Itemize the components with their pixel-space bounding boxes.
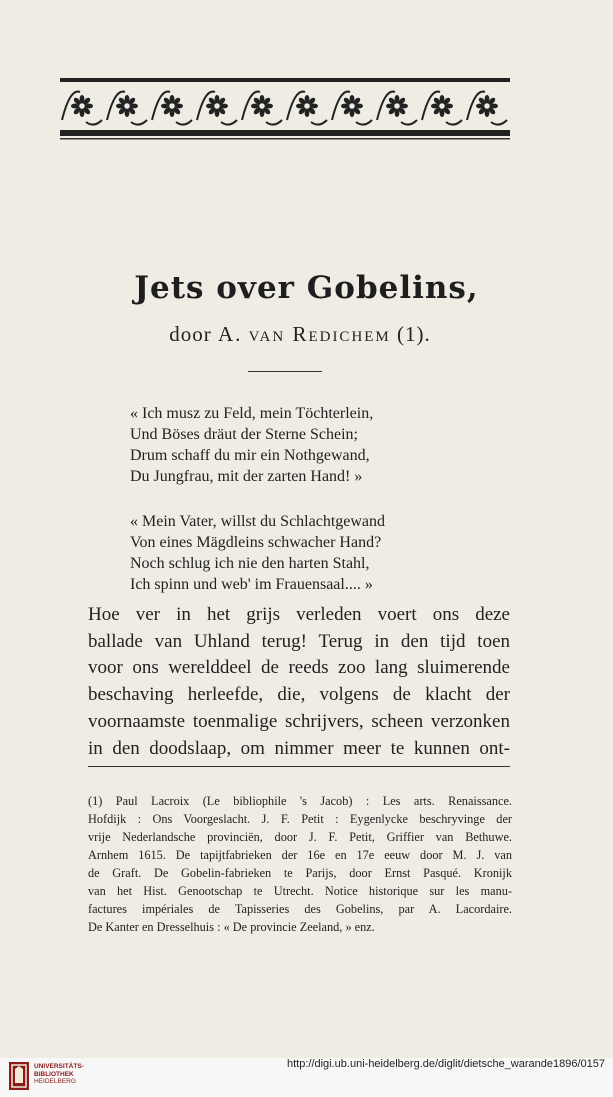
byline-prefix: door [169,322,212,346]
poem-line: « Ich musz zu Feld, mein Töchterlein, [130,405,374,422]
poem-line: Von eines Mägdleins schwacher Hand? [130,534,382,551]
rosette [152,92,192,125]
prose-line: in den doodslaap, om nimmer meer te kunnen ont- [88,737,510,759]
footnote-ref: (1). [397,322,431,346]
poem-line: Noch schlug ich nie den harten Stahl, [130,555,370,572]
footnote-line: van het Hist. Genootschap te Utrecht. Notice historique sur les manu- [88,884,512,898]
prose-line: beschaving herleefde, die, volgens de klacht der [88,684,510,706]
page-url-link[interactable]: http://digi.ub.uni-heidelberg.de/diglit/dietsche_warande1896/0157 [286,1058,605,1070]
title-divider [248,371,322,372]
body-paragraph [88,602,510,762]
byline [0,322,600,347]
footnote [88,792,512,936]
footnote-line: factures impériales de Tapisseries des Gobelins, par A. Lacordaire. [88,902,512,916]
rosette [62,92,102,125]
rosette [107,92,147,125]
footnote-line: Arnhem 1615. De tapijtfabrieken der 16e en 17e eeuw door M. J. van [88,848,512,862]
rosette [377,92,417,125]
ornament-bottom-bar [60,130,510,136]
rosette [287,92,327,125]
ornament-rosettes [62,92,507,125]
poem-line: « Mein Vater, willst du Schlachtgewand [130,513,386,530]
article-title: Jets over Gobelins, [134,270,479,306]
poem-line: Ich spinn und web' im Frauensaal.... » [130,576,373,593]
library-name-line: BIBLIOTHEK [34,1070,74,1078]
author-name: van Redichem [248,322,391,346]
footnote-line: (1) Paul Lacroix (Le bibliophile 's Jacob) : Les arts. Renaissance. [88,794,512,808]
ornament-top-bar [60,78,510,82]
rosette [467,92,507,125]
footnote-line: de Graft. De Gobelin-fabrieken te Parijs, door Ernst Pasqué. Kronijk [88,866,512,880]
prose-line: ballade van Uhland terug! Terug in den tijd toen [88,630,510,652]
prose-line: voornaamste toenmalige schrijvers, scheen verzonken [88,710,510,732]
footnote-line: vrije Nederlandsche provinciën, door J. F. Petit, Griffier van Bethuwe. [88,830,512,844]
rosette [242,92,282,125]
author-initial: A. [217,322,243,346]
rosette [422,92,462,125]
footnote-divider [88,766,510,767]
library-name-line: HEIDELBERG [34,1078,76,1085]
poem-stanza-1 [130,403,470,487]
library-logo-icon[interactable] [8,1061,30,1091]
poem-stanza-2 [130,511,470,595]
floral-ornament-band [60,78,510,144]
ornament-bottom-line [60,138,510,140]
prose-line: Hoe ver in het grijs verleden voert ons deze [88,604,510,625]
rosette [332,92,372,125]
poem-line: Drum schaff du mir ein Nothgewand, [130,447,370,464]
footnote-line: De Kanter en Dresselhuis : « De provincie Zeeland, » enz. [88,920,375,934]
rosette [197,92,237,125]
library-name-line: UNIVERSITÄTS- [34,1063,84,1070]
footnote-line: Hofdijk : Ons Voorgeslacht. J. F. Petit : Eygenlycke beschryvinge der [88,812,512,826]
poem-line: Und Böses dräut der Sterne Schein; [130,426,358,443]
library-name[interactable] [34,1063,84,1086]
prose-line: voor ons werelddeel de reeds zoo lang sluimerende [88,657,510,679]
poem-line: Du Jungfrau, mit der zarten Hand! » [130,468,363,485]
